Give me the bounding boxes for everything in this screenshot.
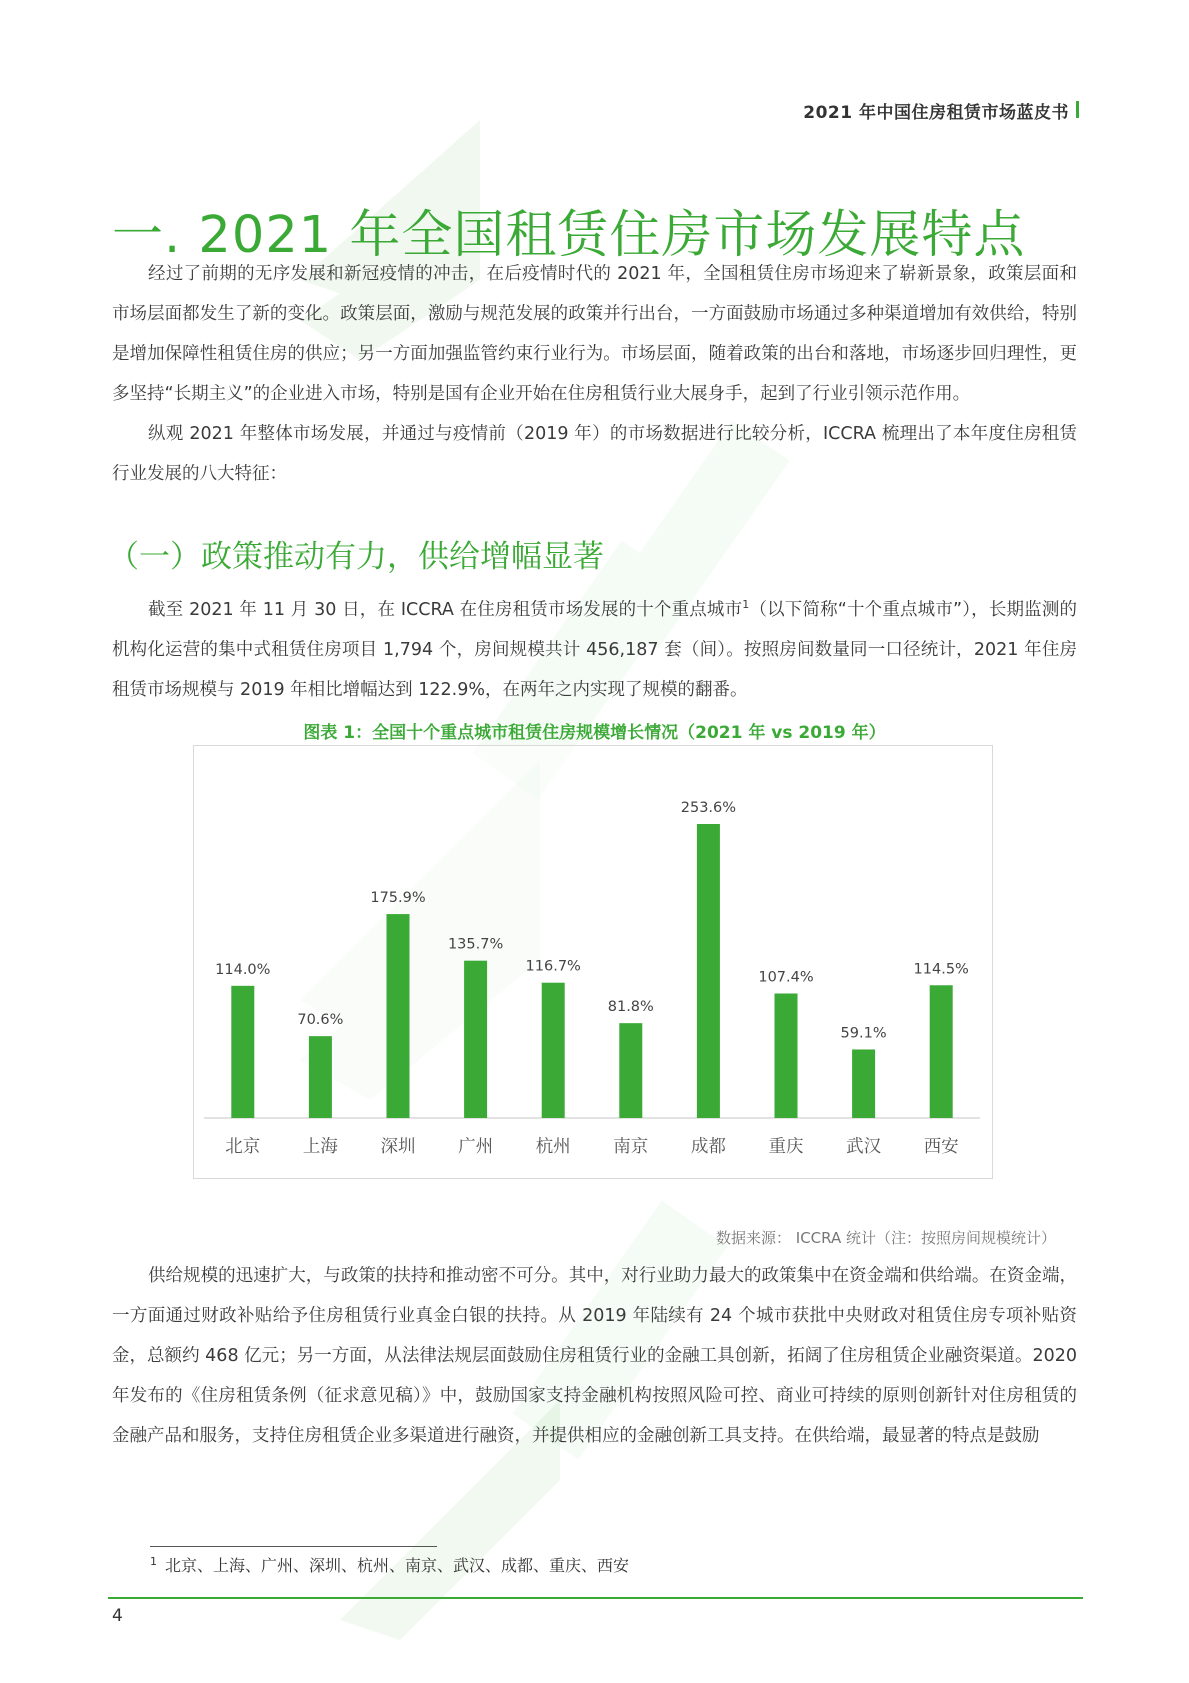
x-tick-label-9: 西安	[923, 1137, 959, 1157]
body-paragraph-4: 供给规模的迅速扩大，与政策的扶持和推动密不可分。其中，对行业助力最大的政策集中在资金端和供给端。在资金端，一方面通过财政补贴给予住房租赁行业真金白银的扶持。从 2019 年陆续有 24 个城市获批中央财政对租赁住房专项补贴资金，总额约 468 亿元；另一方面，从法律法规层面鼓励住房租赁行业的金融工具创新，拓阔了住房租赁企业融资渠道。2020 年发布的《住房租赁条例（征求意见稿）》中，鼓励国家支持金融机构按照风险可控、商业可持续的原则创新针对住房租赁的金融产品和服务，支持住房租赁企业多渠道进行融资，并提供相应的金融创新工具支持。在供给端，最显著的特点是鼓励	[112, 1266, 1077, 1446]
header-title: 2021 年中国住房租赁市场蓝皮书	[803, 103, 1069, 123]
x-tick-label-7: 重庆	[768, 1137, 804, 1157]
data-label-2: 175.9%	[370, 890, 426, 907]
p3-text-after: （以下简称“十个重点城市”），长期监测的机构化运营的集中式租赁住房项目 1,794 个，房间规模共计 456,187 套（间）。按照房间数量同一口径统计，2021 年住房租赁市场规模与 2019 年相比增幅达到 122.9%，在两年之内实现了规模的翻番。	[112, 600, 1078, 700]
footer-divider	[108, 1597, 1083, 1599]
bar-2	[387, 914, 410, 1118]
data-label-4: 116.7%	[525, 958, 581, 975]
data-label-6: 253.6%	[680, 800, 737, 816]
p3-text-before: 截至 2021 年 11 月 30 日，在 ICCRA 在住房租赁市场发展的十个重点城市	[148, 600, 743, 620]
intro-paragraph-2: 纵观 2021 年整体市场发展，并通过与疫情前（2019 年）的市场数据进行比较分析，ICCRA 梳理出了本年度住房租赁行业发展的八大特征：	[112, 424, 1077, 484]
data-label-1: 70.6%	[297, 1012, 344, 1029]
bar-4	[542, 983, 565, 1118]
x-tick-label-0: 北京	[225, 1137, 261, 1157]
data-label-5: 81.8%	[607, 999, 654, 1016]
x-tick-label-1: 上海	[302, 1137, 338, 1157]
bar-8	[852, 1049, 875, 1118]
body-paragraph-3	[112, 590, 1077, 710]
chart-title: 图表 1：全国十个重点城市租赁住房规模增长情况（2021 年 vs 2019 年）	[303, 723, 886, 743]
bar-9	[930, 985, 953, 1118]
x-tick-label-5: 南京	[613, 1137, 649, 1157]
page-number: 4	[112, 1606, 123, 1626]
footnote-divider	[150, 1546, 437, 1547]
bar-chart-svg	[194, 746, 992, 1178]
x-tick-label-2: 深圳	[380, 1137, 416, 1157]
section-title: 一. 2021 年全国租赁住房市场发展特点	[112, 206, 1026, 265]
x-tick-label-6: 成都	[690, 1137, 726, 1157]
bar-1	[309, 1036, 332, 1118]
footnote-marker: 1	[150, 1554, 157, 1568]
data-label-7: 107.4%	[758, 969, 814, 986]
data-label-3: 135.7%	[447, 936, 504, 953]
subsection-title: （一）政策推动有力，供给增幅显著	[108, 539, 604, 575]
data-source-note: 数据来源： ICCRA 统计（注：按照房间规模统计）	[716, 1229, 1056, 1247]
bar-0	[231, 986, 254, 1118]
header-accent-bar	[1076, 101, 1079, 118]
x-tick-label-8: 武汉	[846, 1137, 882, 1157]
data-label-8: 59.1%	[840, 1025, 887, 1042]
bar-chart	[193, 745, 993, 1179]
footnote-ref[interactable]: 1	[742, 598, 750, 612]
bar-6	[697, 824, 720, 1118]
bar-7	[775, 993, 798, 1118]
footnote-text: 北京、上海、广州、深圳、杭州、南京、武汉、成都、重庆、西安	[165, 1556, 630, 1575]
data-label-0: 114.0%	[215, 961, 271, 978]
x-tick-label-4: 杭州	[535, 1137, 571, 1157]
intro-paragraph-1: 经过了前期的无序发展和新冠疫情的冲击，在后疫情时代的 2021 年，全国租赁住房市场迎来了崭新景象，政策层面和市场层面都发生了新的变化。政策层面，激励与规范发展的政策并行出台，一方面鼓励市场通过多种渠道增加有效供给，特别是增加保障性租赁住房的供应；另一方面加强监管约束行业行为。市场层面，随着政策的出台和落地，市场逐步回归理性，更多坚持“长期主义”的企业进入市场，特别是国有企业开始在住房租赁行业大展身手，起到了行业引领示范作用。	[112, 264, 1077, 404]
bar-5	[619, 1023, 642, 1118]
x-tick-label-3: 广州	[458, 1137, 494, 1157]
footnote	[150, 1553, 629, 1576]
data-label-9: 114.5%	[913, 961, 969, 978]
bar-3	[464, 961, 487, 1118]
